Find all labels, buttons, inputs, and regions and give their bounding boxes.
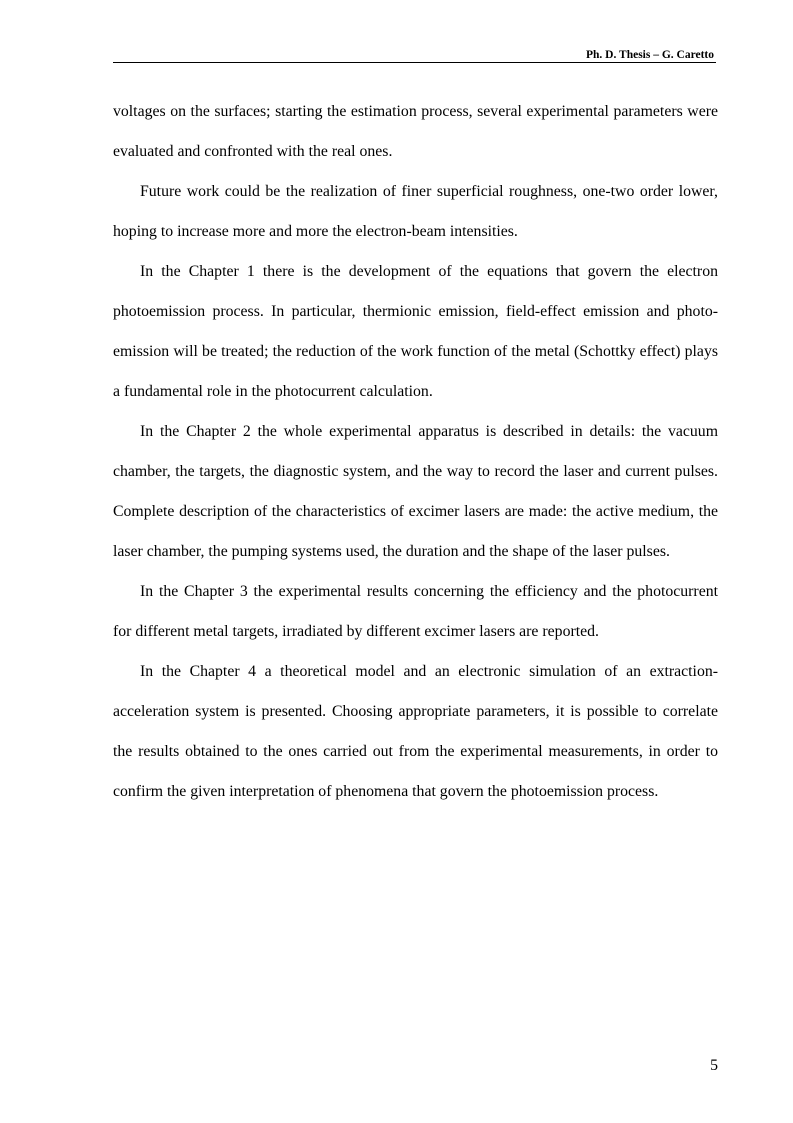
- paragraph-continuation: voltages on the surfaces; starting the estimation process, several experimental parameters were evaluated and confronted with the real ones.: [113, 103, 718, 160]
- paragraph-future-work: Future work could be the realization of finer superficial roughness, one-two order lower, hoping to increase more and more the electron-beam intensities.: [113, 183, 718, 240]
- paragraph-chapter-4: In the Chapter 4 a theoretical model and an electronic simulation of an extraction-acceleration system is presented. Choosing appropriate parameters, it is possible to correlate the results obtained to the ones carried out from the experimental measurements, in order to confirm the given interpretation of phenomena that govern the photoemission process.: [113, 663, 718, 800]
- paragraph-chapter-1: In the Chapter 1 there is the development of the equations that govern the electron photoemission process. In particular, thermionic emission, field-effect emission and photo-emission will be treated; the reduction of the work function of the metal (Schottky effect) plays a fundamental role in the photocurrent calculation.: [113, 263, 718, 400]
- page-number: 5: [710, 1057, 718, 1074]
- paragraph-chapter-3: In the Chapter 3 the experimental results concerning the efficiency and the photocurrent for different metal targets, irradiated by different excimer lasers are reported.: [113, 583, 718, 640]
- running-header: [113, 46, 716, 63]
- body-text: [113, 92, 718, 812]
- header-title: Ph. D. Thesis – G. Caretto: [586, 49, 714, 61]
- paragraph-chapter-2: In the Chapter 2 the whole experimental apparatus is described in details: the vacuum chamber, the targets, the diagnostic system, and the way to record the laser and current pulses. Complete description of the characteristics of excimer lasers are made: the active medium, the laser chamber, the pumping systems used, the duration and the shape of the laser pulses.: [113, 423, 718, 560]
